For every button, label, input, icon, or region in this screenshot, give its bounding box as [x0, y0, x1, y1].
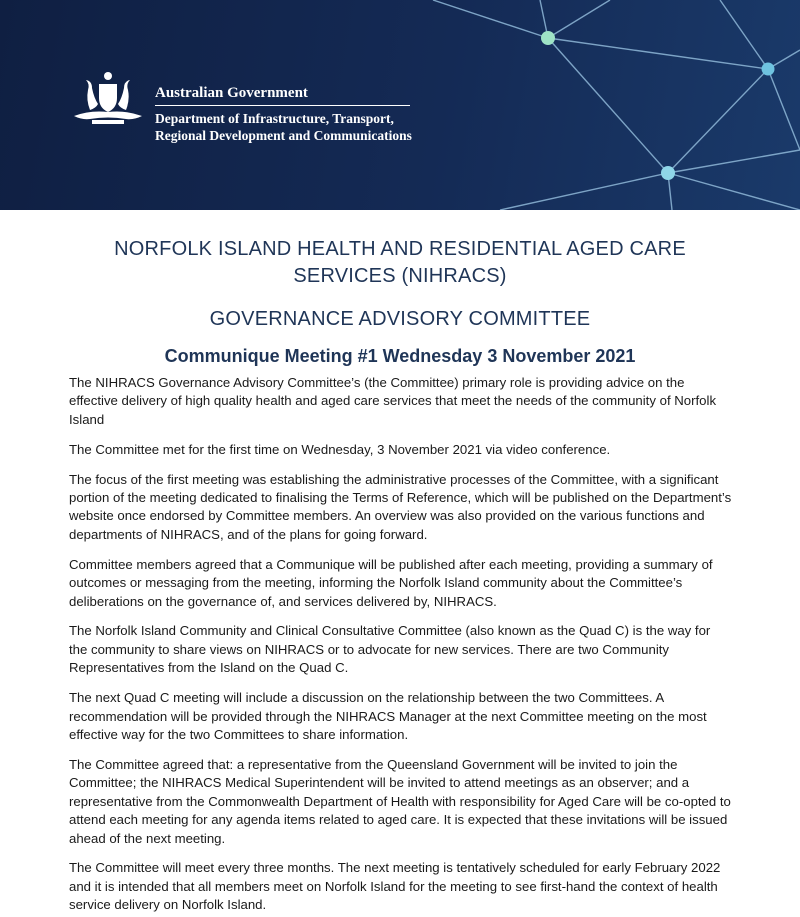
- header-banner: [0, 0, 800, 210]
- document-title-line-1: NORFOLK ISLAND HEALTH AND RESIDENTIAL AGED CARE: [114, 238, 686, 260]
- paragraph: The Committee met for the first time on Wednesday, 3 November 2021 via video conference.: [69, 441, 611, 457]
- paragraph: The NIHRACS Governance Advisory Committee’s (the Committee) primary role is providing advice on the effective delivery of high quality health and aged care services that meet the needs of the community of Norfolk Island: [69, 375, 717, 427]
- coat-of-arms-icon: [68, 70, 148, 128]
- network-node: [541, 31, 555, 45]
- document-body: [69, 374, 732, 915]
- document-content: [0, 210, 800, 917]
- department-name: [155, 110, 412, 144]
- network-node: [762, 63, 775, 76]
- paragraph: The Norfolk Island Community and Clinical Consultative Committee (also known as the Quad C) is the way for the community to share views on NIHRACS or to advocate for new services. There are two Community Representatives from the Island on the Quad C.: [69, 623, 711, 676]
- paragraph: The focus of the first meeting was establishing the administrative processes of the Committee, with a significant portion of the meeting dedicated to finalising the Terms of Reference, which will be published on the Department’s website once endorsed by Committee members. An overview was also provided on the various functions and departments of NIHRACS, and of the plans for going forward.: [69, 471, 732, 542]
- committee-subtitle: GOVERNANCE ADVISORY COMMITTEE: [209, 308, 591, 330]
- government-title: Australian Government: [155, 84, 410, 106]
- document-title: [80, 236, 720, 290]
- paragraph: The Committee agreed that: a representative from the Queensland Government will be invited to join the Committee; the NIHRACS Medical Superintendent will be invited to attend meetings as an observer; and a representative from the Commonwealth Department of Health with responsibility for Aged Care will be co-opted to attend each meeting for any agenda items related to aged care. It is expected that these invitations will be issued ahead of the next meeting.: [69, 756, 731, 846]
- government-branding: [155, 84, 412, 144]
- paragraph: The Committee will meet every three months. The next meeting is tentatively scheduled for early February 2022 and it is intended that all members meet on Norfolk Island for the meeting to see first-hand the context of health service delivery on Norfolk Island.: [69, 860, 721, 913]
- department-line-1: Department of Infrastructure, Transport,: [155, 111, 394, 126]
- paragraph: The next Quad C meeting will include a discussion on the relationship between the two Committees. A recommendation will be provided through the NIHRACS Manager at the next Committee meeting on the most effective way for the two Committees to share information.: [69, 690, 707, 742]
- department-line-2: Regional Development and Communications: [155, 128, 412, 143]
- network-node: [661, 166, 675, 180]
- document-title-line-2: SERVICES (NIHRACS): [293, 265, 507, 287]
- meeting-heading: Communique Meeting #1 Wednesday 3 November 2021: [164, 346, 636, 366]
- paragraph: Committee members agreed that a Communique will be published after each meeting, providing a summary of outcomes or messaging from the meeting, informing the Norfolk Island community about the Committee’s deliberations on the governance of, and services delivered by, NIHRACS.: [69, 556, 713, 609]
